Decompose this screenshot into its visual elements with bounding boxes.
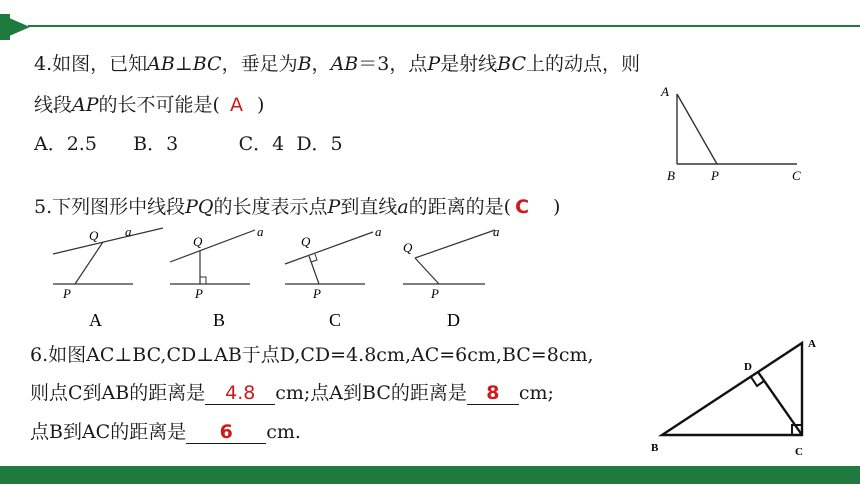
q5-figure-c <box>285 224 382 330</box>
q5-text: 5.下列图形中线段 <box>34 196 186 218</box>
label-b: B <box>667 168 675 183</box>
label-a: a <box>125 224 132 239</box>
q5-text: 到直线 <box>340 196 398 218</box>
label-a: A <box>808 338 816 350</box>
label-q: Q <box>193 234 203 249</box>
label-p: P <box>195 286 203 301</box>
q6-answer-3: 6 <box>219 421 233 443</box>
q5-figure-b <box>170 224 264 330</box>
label-p: P <box>313 286 321 301</box>
q5-text: 的长度表示点 <box>213 196 328 218</box>
q4-text: ＝3，点 <box>358 53 428 75</box>
label-c: C <box>792 168 801 183</box>
label-d: D <box>744 361 752 373</box>
option-b-label: B <box>213 310 226 330</box>
q4-text: 的长不可能是( <box>98 94 220 116</box>
q4-answer: A <box>229 94 243 116</box>
q6-answer-2: 8 <box>486 382 500 404</box>
label-a: a <box>493 224 500 239</box>
option-a-label: A <box>89 310 102 330</box>
label-p: P <box>431 286 439 301</box>
q4-text: BC <box>192 53 222 75</box>
label-b: B <box>651 442 659 454</box>
q6-line1: 6.如图AC⊥BC,CD⊥AB于点D,CD=4.8cm,AC=6cm,BC=8cm, <box>30 344 594 366</box>
q4-text: AP <box>72 94 99 116</box>
q6-figure <box>650 335 825 463</box>
q6-text: 则点C到AB的距离是 <box>30 382 206 404</box>
label-c: C <box>795 446 803 458</box>
q4-text: 4.如图，已知 <box>34 53 148 75</box>
q5-figure-d <box>403 224 500 330</box>
q4-text: AB <box>330 53 359 75</box>
option-d-label: D <box>447 310 460 330</box>
q4-text: 线段 <box>34 94 73 116</box>
q4-text: ) <box>256 94 265 116</box>
header-arrow-icon <box>0 14 30 40</box>
label-a: a <box>375 224 382 239</box>
q5-answer: C <box>515 196 530 218</box>
q6-answer-1: 4.8 <box>225 382 256 404</box>
q4-line1 <box>34 52 640 76</box>
label-q: Q <box>89 228 99 243</box>
q4-text: 是射线 <box>440 53 498 75</box>
q6-text: cm. <box>266 421 301 443</box>
q4-text: ⊥ <box>174 53 193 75</box>
q4-text: BC <box>497 53 527 75</box>
q5-figures <box>45 222 505 332</box>
label-p: P <box>63 286 71 301</box>
q6-text: cm;点A到BC的距离是 <box>275 382 467 404</box>
q5-stem <box>34 195 560 219</box>
q5-text: ) <box>553 196 561 218</box>
q4-options: A．2.5 B．3 C．4 D．5 <box>34 133 343 155</box>
q5-text: PQ <box>185 196 214 218</box>
label-q: Q <box>301 234 311 249</box>
q6-line2 <box>30 381 554 405</box>
q5-text: a <box>397 196 409 218</box>
label-a: a <box>257 224 264 239</box>
q6-line3 <box>30 420 301 444</box>
q4-figure <box>655 82 815 187</box>
q6-text: cm; <box>518 382 554 404</box>
q4-text: AB <box>147 53 175 75</box>
q5-figure-a <box>53 224 163 330</box>
q5-text: P <box>327 196 341 218</box>
triangle-abc <box>662 343 802 435</box>
q4-line2 <box>34 93 264 117</box>
q4-text: ，垂足为 <box>221 53 298 75</box>
header-line <box>28 25 860 27</box>
footer-bar <box>0 466 860 484</box>
q4-text: 上的动点，则 <box>526 53 641 75</box>
q5-text: 的距离的是( <box>408 196 512 218</box>
q6-text: 点B到AC的距离是 <box>30 421 187 443</box>
label-a: A <box>661 84 669 99</box>
label-q: Q <box>403 240 413 255</box>
segment-ap <box>677 94 717 164</box>
label-p: P <box>711 168 719 183</box>
option-c-label: C <box>329 310 342 330</box>
q4-text: ， <box>311 53 331 75</box>
q4-text: B <box>297 53 312 75</box>
q4-text: P <box>427 53 441 75</box>
